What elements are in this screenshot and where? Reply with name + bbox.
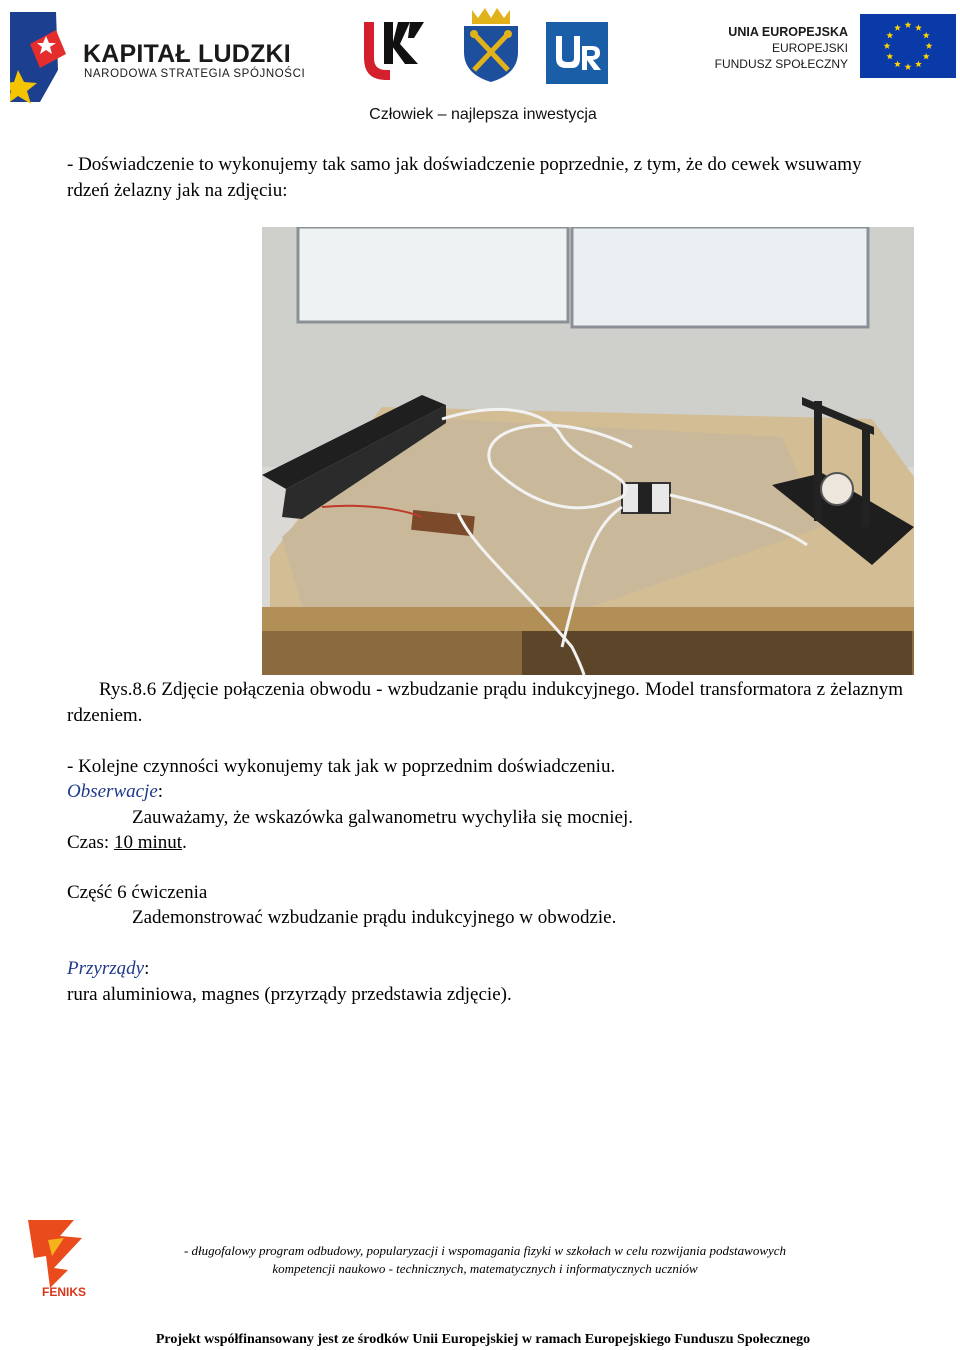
uj-logo <box>356 18 446 84</box>
observation-text: Zauważamy, że wskazówka galwanometru wychyliła się mocniej. <box>132 807 634 828</box>
time-label: Czas: <box>67 832 114 853</box>
time-period: . <box>182 832 187 853</box>
whiteboard-right <box>572 227 868 327</box>
figure-caption: Rys.8.6 Zdjęcie połączenia obwodu - wzbudzanie prądu indukcyjnego. Model transformatora z żelaznym rdzeniem. <box>67 679 903 726</box>
phoenix-flame-icon <box>28 1220 82 1288</box>
feniks-logo <box>24 1216 104 1302</box>
university-crest-logo <box>458 4 524 84</box>
time-line <box>67 830 187 856</box>
project-cofinancing-line: Projekt współfinansowany jest ze środków Unii Europejskiej w ramach Europejskiego Funduszu Społecznego <box>155 1332 811 1347</box>
eu-flag-icon <box>860 14 956 78</box>
observations-colon: : <box>157 781 164 802</box>
slogan: Człowiek – najlepsza inwestycja <box>369 106 597 123</box>
experiment-photo <box>262 227 914 675</box>
part-title: Część 6 ćwiczenia <box>67 882 208 903</box>
instruments-text: rura aluminiowa, magnes (przyrządy przedstawia zdjęcie). <box>67 984 512 1005</box>
program-description <box>140 1242 830 1278</box>
ur-logo <box>546 22 608 84</box>
eu-line-1: UNIA EUROPEJSKA <box>728 25 848 39</box>
observations-label: Obserwacje <box>67 781 158 802</box>
instruments-label: Przyrządy <box>67 958 145 979</box>
program-line-2: kompetencji naukowo - technicznych, matematycznych i informatycznych uczniów <box>272 1261 698 1276</box>
instruments-heading <box>67 956 149 982</box>
galvanometer-dial <box>821 473 853 505</box>
part-text: Zademonstrować wzbudzanie prądu indukcyjnego w obwodzie. <box>132 907 617 928</box>
observations-heading <box>67 779 163 805</box>
time-value: 10 minut <box>113 832 183 853</box>
step-text: - Kolejne czynności wykonujemy tak jak w poprzednim doświadczeniu. <box>67 756 616 777</box>
program-line-1: - długofalowy program odbudowy, popularyzacji i wspomagania fizyki w szkołach w celu rozwijania podstawowych <box>183 1243 787 1258</box>
instruments-colon: : <box>144 958 150 979</box>
kapital-ludzki-title: KAPITAŁ LUDZKI <box>83 40 291 68</box>
intro-paragraph: - Doświadczenie to wykonujemy tak samo jak doświadczenie poprzednie, z tym, że do cewek wsuwamy rdzeń żelazny jak na zdjęciu: <box>67 154 862 201</box>
eu-fund-text <box>700 24 848 72</box>
whiteboard-left <box>298 227 568 322</box>
eu-line-3: FUNDUSZ SPOŁECZNY <box>714 57 848 71</box>
feniks-label: FENIKS <box>41 1285 87 1299</box>
crown-icon <box>472 8 510 24</box>
eu-line-2: EUROPEJSKI <box>771 41 848 55</box>
kapital-ludzki-subtitle: NARODOWA STRATEGIA SPÓJNOŚCI <box>84 68 306 80</box>
